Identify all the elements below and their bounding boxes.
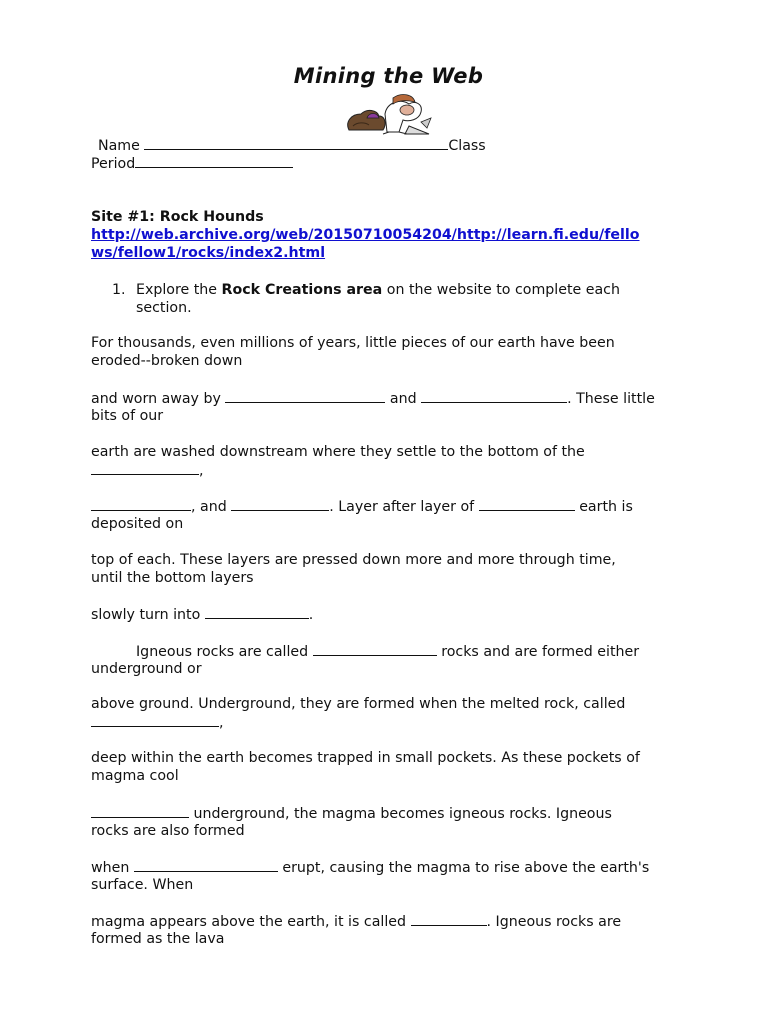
blank-12[interactable] (411, 912, 487, 926)
blank-1[interactable] (225, 389, 385, 403)
site-url-line2 (91, 244, 325, 262)
blank-8[interactable] (313, 642, 437, 656)
p5-line2: until the bottom layers (91, 570, 254, 586)
p11-line2: surface. When (91, 877, 194, 893)
name-label: Name (98, 138, 140, 154)
blank-4[interactable] (91, 497, 191, 511)
period-label: Period (91, 156, 136, 172)
p3-line1: earth are washed downstream where they settle to the bottom of the (91, 444, 585, 460)
blank-11[interactable] (134, 858, 278, 872)
blank-10[interactable] (91, 804, 189, 818)
p12-line1: magma appears above the earth, it is called . Igneous rocks are (91, 914, 622, 930)
item1-line1: Explore the Rock Creations area on the website to complete each (136, 282, 620, 298)
blank-3[interactable] (91, 461, 199, 475)
site-url-line1 (91, 226, 640, 244)
site-link-cont[interactable]: ws/fellow1/rocks/index2.html (91, 245, 326, 261)
p12-line2: formed as the lava (91, 931, 225, 947)
name-blank[interactable] (144, 136, 448, 150)
period-line (91, 154, 293, 173)
site-link[interactable]: http://web.archive.org/web/20150710054204/http://learn.fi.edu/fello (91, 227, 640, 243)
site-heading: Site #1: Rock Hounds (91, 209, 264, 225)
p11-line1: when erupt, causing the magma to rise above the earth's (91, 860, 650, 876)
rock-hound-clipart (343, 92, 435, 136)
p7-line1: Igneous rocks are called rocks and are formed either (136, 644, 640, 660)
p1-line1: For thousands, even millions of years, little pieces of our earth have been (91, 335, 615, 351)
p10-line2: rocks are also formed (91, 823, 245, 839)
rock-creations-label: Rock Creations area (221, 282, 383, 298)
p2-line2: bits of our (91, 408, 164, 424)
name-class-line (98, 136, 486, 155)
p8-line1: above ground. Underground, they are formed when the melted rock, called (91, 696, 626, 712)
p4-line1: , and . Layer after layer of earth is (91, 497, 633, 516)
blank-6[interactable] (479, 497, 575, 511)
p6-line1: slowly turn into . (91, 607, 314, 623)
p3-line2: , (91, 461, 204, 480)
blank-9[interactable] (91, 713, 219, 727)
p5-line1: top of each. These layers are pressed down more and more through time, (91, 552, 616, 568)
p9-line1: deep within the earth becomes trapped in small pockets. As these pockets of (91, 750, 640, 766)
class-label: Class (448, 138, 486, 154)
p8-line2: , (91, 713, 224, 732)
p9-line2: magma cool (91, 768, 179, 784)
blank-5[interactable] (231, 497, 329, 511)
item1-number: 1. (112, 282, 126, 298)
period-blank[interactable] (135, 154, 293, 168)
item1-line2: section. (136, 300, 192, 316)
page-title: Mining the Web (293, 64, 484, 88)
p7-line2: underground or (91, 661, 202, 677)
p10-line1: underground, the magma becomes igneous rocks. Igneous (91, 804, 612, 823)
p1-line2: eroded--broken down (91, 353, 243, 369)
blank-7[interactable] (205, 605, 309, 619)
p2-line1: and worn away by and . These little (91, 391, 655, 407)
blank-2[interactable] (421, 389, 567, 403)
p4-line2: deposited on (91, 516, 184, 532)
